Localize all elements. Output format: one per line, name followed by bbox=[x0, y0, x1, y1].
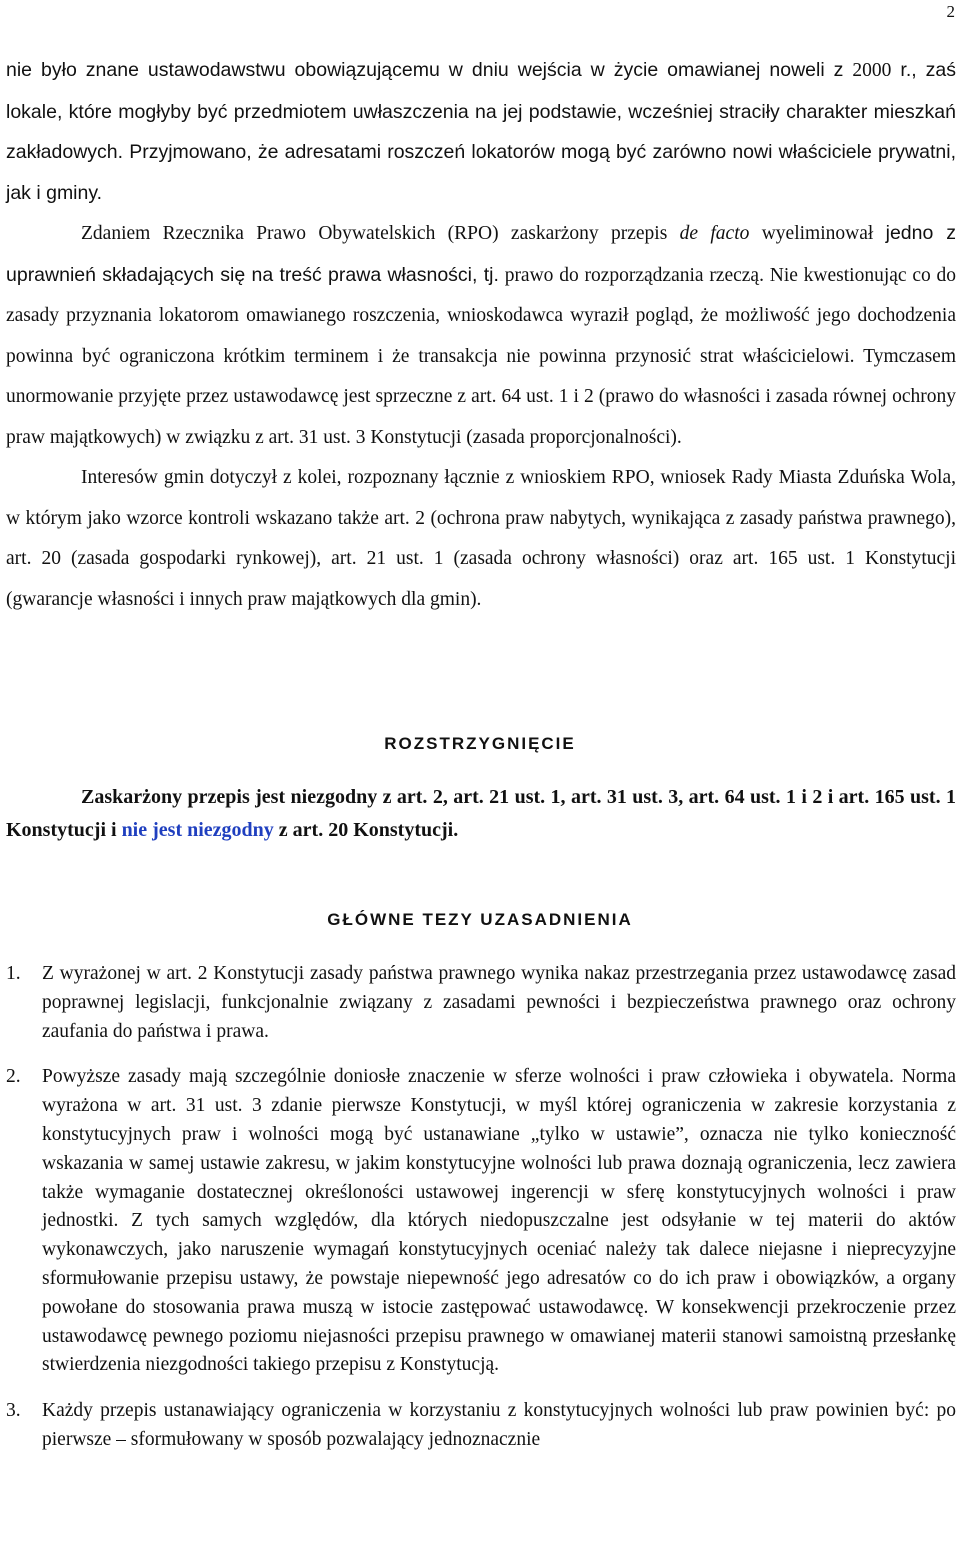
paragraph-1 bbox=[6, 50, 956, 213]
paragraph-2-text-c: prawo do rozporządzania rzeczą. Nie kwestionując co do zasady przyznania lokatorom omawianego roszczenia, wnioskodawca wyraził pogląd, że możliwość jego dochodzenia powinna być ograniczona krótkim terminem i że transakcja nie powinna przynosić strat właścicielowi. Tymczasem unormowanie przyjęte przez ustawodawcę jest sprzeczne z art. 64 ust. 1 i 2 (prawo do własności i zasada równej ochrony praw majątkowych) w związku z art. 31 ust. 3 Konstytucji (zasada proporcjonalności). bbox=[6, 264, 956, 448]
paragraph-1-year: 2000 bbox=[852, 60, 892, 81]
ruling-text bbox=[6, 781, 956, 847]
thesis-number: 3. bbox=[6, 1400, 21, 1422]
thesis-text: Z wyrażonej w art. 2 Konstytucji zasady państwa prawnego wynika nakaz przestrzegania przez ustawodawcę zasad poprawnej legislacji, funkcjonalnie związany z zasadami pewności i bezpieczeństwa prawnego oraz ochrony zaufania do państwa i prawa. bbox=[42, 963, 956, 1042]
heading-glowne-tezy: GŁÓWNE TEZY UZASADNIENIA bbox=[327, 910, 633, 929]
paragraph-1-text-b: r., zaś lokale, które mogłyby być przedmiotem uwłaszczenia na jej podstawie, wcześniej straciły charakter mieszkań zakładowych. Przyjmowano, że adresatami roszczeń lokatorów mogą być zarówno nowi właściciele prywatni, jak i gminy. bbox=[6, 59, 956, 204]
thesis-item bbox=[6, 1397, 956, 1455]
paragraph-2-italic: de facto bbox=[679, 223, 750, 244]
paragraph-2-text-a: Zdaniem Rzecznika Prawo Obywatelskich (RPO) zaskarżony przepis bbox=[81, 223, 680, 244]
theses-list bbox=[6, 960, 956, 1472]
thesis-number: 2. bbox=[6, 1066, 21, 1088]
paragraph-1-text-a: nie było znane ustawodawstwu obowiązującemu w dniu wejścia w życie omawianej noweli z bbox=[6, 59, 853, 81]
thesis-item bbox=[6, 960, 956, 1046]
page-number: 2 bbox=[946, 2, 955, 21]
thesis-number: 1. bbox=[6, 963, 21, 984]
paragraph-3: Interesów gmin dotyczył z kolei, rozpoznany łącznie z wnioskiem RPO, wniosek Rady Miasta Zduńska Wola, w którym jako wzorce kontroli wskazano także art. 2 (ochrona praw nabytych, wynikająca z zasady państwa prawnego), art. 20 (zasada gospodarki rynkowej), art. 21 ust. 1 (zasada ochrony własności) oraz art. 165 ust. 1 Konstytucji (gwarancje własności i innych praw majątkowych dla gmin). bbox=[6, 467, 956, 610]
paragraph-2-text-b: wyeliminował bbox=[749, 223, 886, 244]
heading-rozstrzygniecie: ROZSTRZYGNIĘCIE bbox=[384, 734, 576, 753]
thesis-item bbox=[6, 1063, 956, 1380]
thesis-text: Każdy przepis ustanawiający ograniczenia w korzystaniu z konstytucyjnych wolności lub praw powinien być: po pierwsze – sformułowany w sposób pozwalający jednoznacznie bbox=[42, 1400, 956, 1450]
paragraph-2-sans: jedno z uprawnień składających się na treść prawa własności, tj. bbox=[6, 222, 956, 286]
document-body bbox=[6, 50, 956, 620]
ruling-part-b: z art. 20 Konstytucji. bbox=[273, 819, 459, 841]
ruling-part-a: Zaskarżony przepis jest niezgodny z art. 2, art. 21 ust. 1, art. 31 ust. 3, art. 64 ust. 1 i 2 i art. 165 ust. 1 Konstytucji i bbox=[6, 786, 956, 841]
ruling-highlight: nie jest niezgodny bbox=[121, 819, 274, 841]
paragraph-2 bbox=[6, 213, 956, 458]
thesis-text: Powyższe zasady mają szczególnie doniosłe znaczenie w sferze wolności i praw człowieka i obywatela. Norma wyrażona w art. 31 ust. 3 zdanie pierwsze Konstytucji, w myśl której ograniczenia w zakresie korzystania z konstytucyjnych praw i wolności mogą być ustanawiane „tylko w ustawie”, oznacza nie tylko konieczność wskazania w samej ustawie zakresu, w jakim konstytucyjne wolności lub prawa doznają ograniczenia, lecz zawiera także wymaganie dostatecznej określoności ustawowej ingerencji w sferę konstytucyjnych wolności i praw jednostki. Z tych samych względów, dla których niedopuszczalne jest odsyłanie w tej materii do aktów wykonawczych, jako naruszenie wymagań konstytucyjnych oceniać należy tak dalece niejasne i nieprecyzyjne sformułowanie przepisu ustawy, że powstaje niepewność jego adresatów co do ich praw i obowiązków, a organy powołane do stosowania prawa muszą w istocie zastępować ustawodawcę. W konsekwencji przekroczenie przez ustawodawcę pewnego poziomu niejasności przepisu prawnego w omawianej materii stanowi samoistną przesłankę stwierdzenia niezgodności takiego przepisu z Konstytucją. bbox=[42, 1066, 956, 1376]
